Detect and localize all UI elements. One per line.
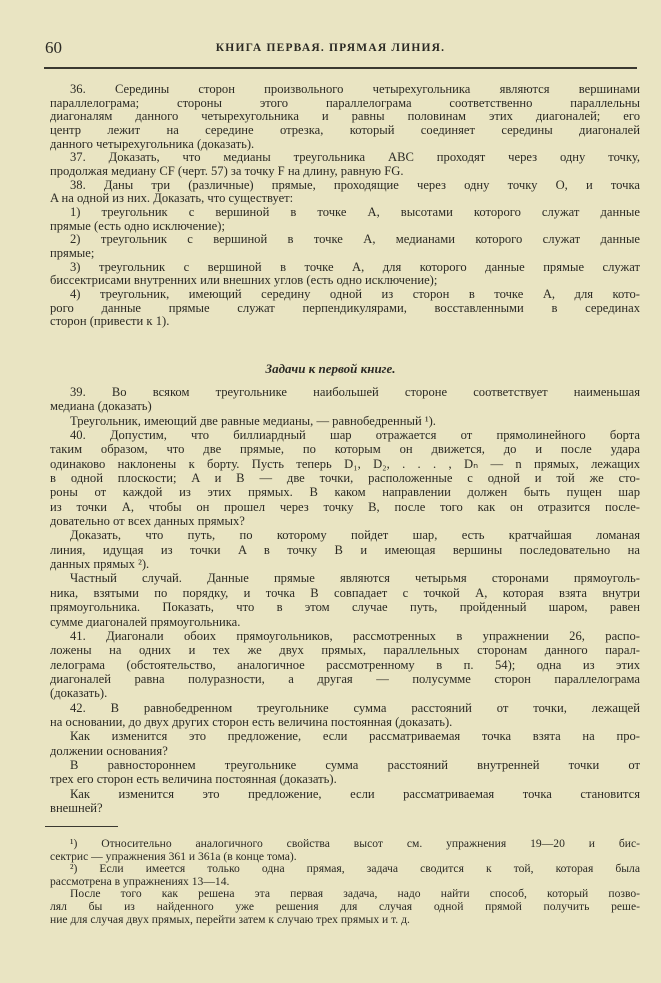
- text-line: 1) треугольник с вершиной в точке A, высотами которого служат данные: [70, 204, 640, 219]
- text-line: В равностороннем треугольнике сумма расстояний внутренней точки от: [70, 757, 640, 772]
- text-line: Как изменится это предложение, если рассматриваемая точка взята на про-: [70, 729, 640, 744]
- footnotes: [50, 838, 640, 926]
- text-line: сумме диагоналей прямоугольника.: [50, 614, 241, 629]
- text-line: 4) треугольник, имеющий середину одной из сторон в точке A, для кото-: [70, 286, 640, 301]
- text-line: ние для случая двух прямых, перейти затем к случаю трех прямых и т. д.: [50, 912, 410, 926]
- text-line: данного четырехугольника (доказать).: [50, 136, 255, 151]
- text-line: медиана (доказать): [50, 399, 152, 414]
- text-line: 40. Допустим, что биллиардный шар отражается от прямолинейного борта: [70, 428, 640, 443]
- text-line: Доказать, что путь, по которому пойдет шар, есть кратчайшая ломаная: [70, 528, 640, 543]
- exercises-39-42: [50, 385, 640, 815]
- text-line: биссектрисами внутренних или внешних углов (есть одно исключение);: [50, 273, 438, 288]
- text-line: 41. Диагонали обоих прямоугольников, рассмотренных в упражнении 26, распо-: [70, 628, 640, 643]
- section-title: Задачи к первой книге.: [265, 361, 396, 376]
- text-line: довательно от всех данных прямых?: [50, 514, 245, 529]
- text-line: ложены на одних и тех же двух прямых, параллельных сторонам данного парал-: [50, 643, 640, 658]
- text-line: 38. Даны три (различные) прямые, проходящие через одну точку O, и точка: [70, 177, 640, 192]
- text-line: 39. Во всяком треугольнике наибольшей стороне соответствует наименьшая: [70, 385, 640, 399]
- text-line: ника, взятыми по порядку, и точка B совпадает с точкой A, которая взята внутри: [50, 585, 640, 600]
- text-line: прямоугольника. Показать, что в этом случае путь, пройденный шаром, равен: [50, 600, 640, 615]
- text-line: рассмотрена в упражнениях 13—14.: [50, 874, 230, 888]
- text-line: центр лежит на середине отрезка, который соединяет середины диагоналей: [50, 122, 640, 137]
- text-line: 36. Середины сторон произвольного четырехугольника являются вершинами: [70, 82, 640, 96]
- running-title: КНИГА ПЕРВАЯ. ПРЯМАЯ ЛИНИЯ.: [215, 42, 446, 54]
- text-line: 2) треугольник с вершиной в точке A, медианами которого служат данные: [70, 232, 640, 247]
- text-line: роны от каждой из этих прямых. В каком направлении должен быть пущен шар: [50, 485, 640, 500]
- text-line: сторон (привести к 1).: [50, 314, 170, 329]
- text-line: прямые (есть одно исключение);: [50, 218, 225, 233]
- footnote-rule: [45, 826, 118, 827]
- text-line: рого данные прямые служат перпендикулярами, восставленными в серединах: [50, 300, 640, 315]
- text-line: диагоналей равна полуразности, а другая — полусумме сторон параллелограма: [50, 671, 640, 686]
- text-line: данных прямых ²).: [50, 557, 150, 572]
- text-line: таким образом, что две прямые, по которым он движется, до и после удара: [50, 442, 640, 457]
- text-line: 42. В равнобедренном треугольнике сумма расстояний от точки, лежащей: [70, 700, 640, 715]
- text-line: Треугольник, имеющий две равные медианы, — равнобедренный ¹).: [70, 413, 436, 428]
- text-line: внешней?: [50, 800, 103, 815]
- text-line: Частный случай. Данные прямые являются четырьмя сторонами прямоуголь-: [70, 571, 640, 586]
- text-line: лял бы из найденного уже решения для случая одной прямой получить реше-: [50, 899, 640, 913]
- text-line: должении основания?: [50, 743, 168, 758]
- text-line: одинаково наклонены к борту. Пусть теперь D₁, D₂, . . . , Dₙ — n прямых, лежащих: [50, 456, 640, 471]
- text-line: из точки A, чтобы он прошел через точку B, после того как он отразится после-: [50, 499, 640, 514]
- text-line: сектрис — упражнения 361 и 361а (в конце тома).: [50, 849, 297, 863]
- text-line: 37. Доказать, что медианы треугольника ABC проходят через одну точку,: [70, 150, 640, 165]
- text-line: ²) Если имеется только одна прямая, задача сводится к той, которая была: [70, 862, 640, 876]
- text-line: линия, идущая из точки A в точку B и имеющая вершины последовательно на: [50, 542, 640, 557]
- text-line: трех его сторон есть величина постоянная (доказать).: [50, 772, 337, 787]
- text-line: диагоналям данного четырехугольника и равны половинам этих диагоналей; его: [50, 109, 640, 124]
- text-line: в одной плоскости; A и B — две точки, расположенные с одной и той же сто-: [50, 471, 640, 486]
- text-line: После того как решена эта первая задача, надо найти способ, который позво-: [70, 887, 640, 901]
- page-number: 60: [45, 38, 62, 57]
- text-line: A на одной из них. Доказать, что существует:: [50, 191, 294, 206]
- text-line: лелограма (обстоятельство, аналогичное рассмотренному в п. 54); одна из этих: [50, 657, 640, 672]
- header-rule: [44, 67, 637, 69]
- text-line: на основании, до двух других сторон есть величина постоянная (доказать).: [50, 714, 453, 729]
- text-line: Как изменится это предложение, если рассматриваемая точка становится: [70, 786, 640, 801]
- text-line: 3) треугольник с вершиной в точке A, для которого данные прямые служат: [70, 259, 640, 274]
- text-line: продолжая медиану CF (черт. 57) за точку F на длину, равную FG.: [50, 163, 404, 178]
- text-line: (доказать).: [50, 686, 108, 701]
- text-line: параллелограма; стороны этого параллелограма соответственно параллельны: [50, 95, 640, 110]
- exercises-36-38: [50, 83, 640, 329]
- text-line: прямые;: [50, 245, 95, 260]
- text-line: ¹) Относительно аналогичного свойства высот см. упражнения 19—20 и бис-: [70, 837, 640, 850]
